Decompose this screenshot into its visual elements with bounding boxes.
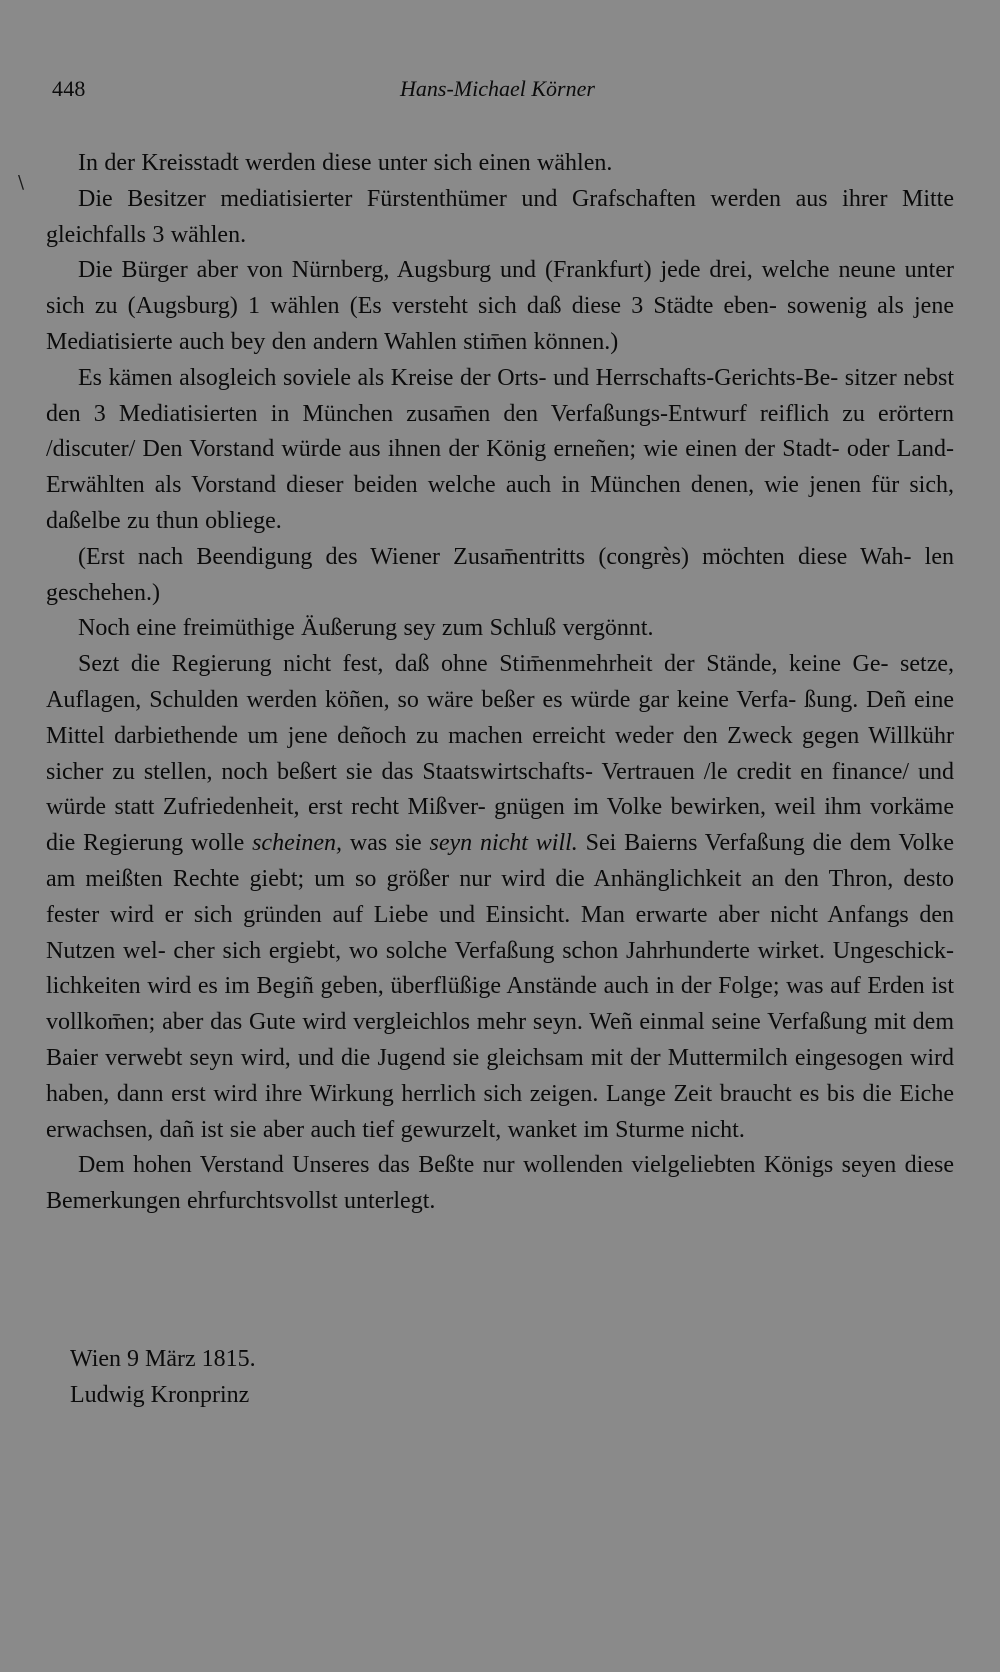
paragraph-7 [46,647,954,1148]
paragraph-4: Es kämen alsogleich soviele als Kreise der Orts- und Herrschafts-Gerichts-Be- sitzer nebst den 3 Mediatisierten in München zusam̄en den Verfaßungs-Entwurf reiflich zu erörtern /discuter/ Den Vorstand würde aus ihnen der König erneñen; wie einen der Stadt- oder Land-Erwählten als Vorstand dieser beiden welche auch in München denen, wie jenen für sich, daßelbe zu thun obliege. [46,364,954,534]
paragraph-3: Die Bürger aber von Nürnberg, Augsburg und (Frankfurt) jede drei, welche neune unter sich zu (Augsburg) 1 wählen (Es versteht sich daß diese 3 Städte eben- sowenig als jene Mediatisierte auch bey den andern Wahlen stim̄en können.) [46,257,954,355]
paragraph-7-part-2: was sie [342,830,430,857]
body-text [46,146,954,1220]
running-head: Hans-Michael Körner [400,76,595,101]
emphasis-scheinen: scheinen, [252,830,343,857]
paragraph-5: (Erst nach Beendigung des Wiener Zusam̄entritts (congrès) möchten diese Wah- len geschehen.) [46,543,954,606]
paragraph-1: In der Kreisstadt werden diese unter sich einen wählen. [78,150,613,176]
page-header [50,70,950,110]
paragraph-7-part-3: Sei Baierns Verfaßung die dem Volke am meißten Rechte giebt; um so größer nur wird die Anhänglichkeit an den Thron, desto fester wird er sich gründen auf Liebe und Einsicht. Man erwarte aber nicht Anfangs den Nutzen wel- cher sich ergiebt, wo solche Verfaßung schon Jahrhunderte wirket. Ungeschick- lichkeiten wird es im Begiñ geben, überflüßige Anstände auch in der Folge; was auf Erden ist vollkom̄en; aber das Gute wird vergleichlos mehr seyn. Weñ einmal seine Verfaßung mit dem Baier verwebt seyn wird, und die Jugend sie gleichsam mit der Muttermilch eingesogen wird haben, dann erst wird ihre Wirkung herrlich sich zeigen. Lange Zeit braucht es bis die Eiche erwachsen, dañ ist sie aber auch tief gewurzelt, wanket im Sturme nicht. [46,830,954,1143]
paragraph-2: Die Besitzer mediatisierter Fürstenthümer und Grafschaften werden aus ihrer Mitte gleichfalls 3 wählen. [46,185,954,248]
page-number: 448 [52,76,86,101]
paragraph-8: Dem hohen Verstand Unseres das Beßte nur wollenden vielgeliebten Königs seyen diese Bemerkungen ehrfurchtsvollst unterlegt. [46,1152,954,1215]
closing-block [70,1342,256,1414]
signature-line: Ludwig Kronprinz [70,1381,250,1408]
paragraph-7-part-1: Sezt die Regierung nicht fest, daß ohne Stim̄enmehrheit der Stände, keine Ge- setze, Auflagen, Schulden werden köñen, so wäre beßer es würde gar keine Verfa- ßung. Deñ eine Mittel darbiethende um jene deñoch zu machen erreicht weder den Zweck gegen Willkühr sicher zu stellen, noch beßert sie das Staatswirtschafts- Vertrauen /le credit en finance/ und würde statt Zufriedenheit, erst recht Mißver- gnügen im Volke bewirken, weil ihm vorkäme die Regierung wolle [46,651,954,857]
margin-mark: \ [18,172,25,193]
date-line: Wien 9 März 1815. [70,1346,256,1372]
paragraph-6: Noch eine freimüthige Äußerung sey zum Schluß vergönnt. [78,615,654,642]
emphasis-seyn-nicht-will: seyn nicht will. [429,830,578,857]
